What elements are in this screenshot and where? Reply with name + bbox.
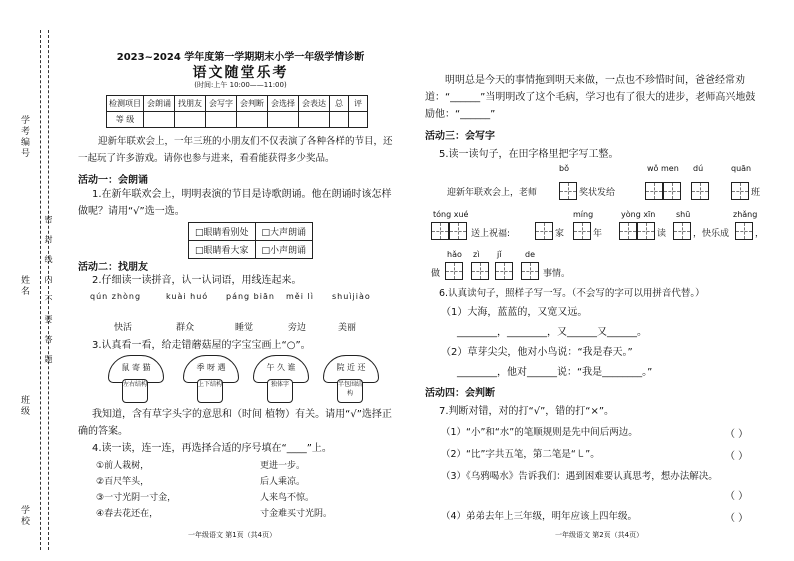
grid-box[interactable] — [573, 222, 591, 240]
binding-strip — [0, 0, 60, 561]
judge-2: （2）“比”字共五笔，第二笔是“㇄”。 — [441, 449, 600, 460]
py-du: dú — [693, 164, 704, 173]
poem-left-1: ①前人栽树， — [96, 461, 150, 471]
score-header: 会判断 — [237, 96, 268, 112]
pinyin-3: páng biān — [226, 292, 275, 301]
option-quiet[interactable]: □小声朗诵 — [255, 241, 313, 259]
option-look-away[interactable]: □眼睛看别处 — [189, 223, 256, 241]
judge-4-answer[interactable]: （ ） — [725, 513, 749, 524]
poem-right-3: 人来鸟不惊。 — [260, 493, 315, 503]
score-cell[interactable] — [237, 112, 268, 128]
footer-page-2: 一年级语文 第2页（共4页） — [555, 531, 644, 539]
mushroom-stem: 独体字 — [267, 379, 293, 403]
exam-subtitle: 语文随堂乐考 — [192, 65, 289, 81]
q5-line2-c: 年 — [593, 229, 603, 239]
pinyin-5: shuìjiào — [332, 292, 371, 301]
exam-no-label: 学考编号 — [19, 115, 29, 159]
judge-1-answer[interactable]: （ ） — [725, 429, 749, 440]
word-4: 旁边 — [288, 323, 307, 333]
grid-box[interactable] — [449, 222, 467, 240]
word-2: 群众 — [176, 323, 195, 333]
exam-title: 2023~2024 学年度第一学期期末小学一年级学情诊断 — [116, 52, 365, 63]
name-label: 姓名 — [19, 275, 29, 297]
grid-box[interactable] — [471, 262, 489, 280]
py-zhang: zhǎng — [733, 210, 758, 219]
poem-left-3: ③一寸光阴一寸金， — [96, 493, 177, 503]
poem-right-1: 更进一步。 — [260, 461, 306, 471]
py-ji: jǐ — [497, 250, 502, 259]
py-tongxue: tóng xué — [433, 210, 469, 219]
grid-box[interactable] — [431, 222, 449, 240]
word-3: 睡觉 — [235, 323, 254, 333]
q5-text: 5.读一读句子，在田字格里把字写工整。 — [439, 149, 619, 160]
mushroom-house-4[interactable] — [323, 355, 377, 403]
grid-box[interactable] — [521, 262, 539, 280]
py-zi: zì — [473, 250, 480, 259]
score-row-label: 等 级 — [107, 112, 144, 128]
score-cell[interactable] — [299, 112, 330, 128]
mushroom-cap: 季 呀 遇 — [183, 355, 239, 383]
intro-text: 迎新年联欢会上，一年三班的小朋友们不仅表演了各种各样的节目，还一起玩了许多游戏。请你也参与进来，看看能获得多少奖品。 — [78, 136, 393, 164]
q5-line1-c: 班 — [751, 188, 761, 198]
mushroom-stem: 上下结构 — [197, 379, 223, 403]
q5-line2-f: ， — [755, 229, 765, 239]
class-label: 班级 — [19, 395, 29, 417]
q5-line3-a: 做 — [431, 269, 441, 279]
mushroom-house-1[interactable] — [108, 355, 162, 403]
score-header: 会写字 — [206, 96, 237, 112]
py-women: wǒ men — [647, 164, 679, 173]
grid-box[interactable] — [445, 262, 463, 280]
grid-box[interactable] — [645, 182, 663, 200]
act2-title: 活动二：找朋友 — [78, 262, 148, 273]
footer-page-1: 一年级语文 第1页（共4页） — [188, 531, 277, 539]
judge-2-answer[interactable]: （ ） — [725, 451, 749, 462]
poem-right-4: 寸金难买寸光阴。 — [260, 509, 333, 519]
act4-title: 活动四：会判断 — [425, 388, 495, 399]
q6-2-text: （2）草芽尖尖，他对小鸟说：“我是春天。” — [441, 347, 633, 358]
seal-text: 密封线内不要答题 — [44, 215, 53, 375]
score-header: 会朗诵 — [144, 96, 175, 112]
q6-2-blank[interactable]: ________，他对______说：“我是________。” — [457, 367, 653, 378]
exam-time: (时间:上午 10:00——11:00) — [194, 81, 287, 89]
score-header: 找朋友 — [175, 96, 206, 112]
grid-box[interactable] — [663, 182, 681, 200]
grid-box[interactable] — [735, 222, 753, 240]
score-table — [106, 95, 368, 128]
q4-text: 4.读一读，连一连，再选择合适的序号填在“____”上。 — [92, 443, 332, 454]
left-column — [78, 0, 403, 561]
score-header: 会选择 — [268, 96, 299, 112]
q5-line2-d: 读 — [657, 229, 667, 239]
mushroom-cap: 午 久 谁 — [253, 355, 309, 383]
q5-line2-e: ，快乐成 — [693, 229, 730, 239]
mushroom-stem: 半包围结构 — [337, 379, 363, 403]
school-label: 学校 — [19, 505, 29, 527]
mushroom-cap: 院 近 还 — [323, 355, 379, 383]
grid-box[interactable] — [731, 182, 749, 200]
mushroom-house-2[interactable] — [183, 355, 237, 403]
q5-line1-b: 奖状发给 — [579, 188, 616, 198]
pinyin-2: kuài huó — [166, 292, 209, 301]
poem-right-2: 后人乘凉。 — [260, 477, 306, 487]
q6-1-text: （1）大海，蓝蓝的，又宽又远。 — [441, 307, 588, 318]
option-look-audience[interactable]: □眼睛看大家 — [189, 241, 256, 259]
q3b-text: 我知道，含有草字头字的意思和（时间 植物）有关。请用“√”选择正确的答案。 — [78, 409, 392, 437]
q6-text: 6.认真读句子，照样子写一写。（不会写的字可以用拼音代替。） — [439, 288, 705, 299]
grid-box[interactable] — [673, 222, 691, 240]
score-cell[interactable] — [349, 112, 368, 128]
py-bo: bǒ — [559, 164, 569, 173]
q5-line2-b: 家 — [555, 229, 565, 239]
grid-box[interactable] — [535, 222, 553, 240]
mushroom-cap: 鼠 寄 猫 — [108, 355, 164, 383]
score-cell[interactable] — [330, 112, 349, 128]
q5-line3-b: 事情。 — [543, 269, 571, 279]
py-de: de — [525, 250, 535, 259]
pinyin-4: měi lì — [286, 292, 314, 301]
py-yongxin: yòng xīn — [621, 210, 656, 219]
pinyin-1: qún zhòng — [90, 292, 142, 301]
poem-left-4: ④春去花还在， — [96, 509, 159, 519]
act3-title: 活动三：会写字 — [425, 131, 495, 142]
judge-1: （1）“小”和“水”的笔顺规则是先中间后两边。 — [441, 427, 638, 438]
q5-line2-a: 送上祝福: — [471, 229, 511, 239]
py-quan: quān — [731, 164, 752, 173]
word-5: 美丽 — [338, 323, 357, 333]
poem-left-2: ②百尺竿头， — [96, 477, 150, 487]
judge-3: （3）《乌鸦喝水》告诉我们：遇到困难要认真思考，想办法解决。 — [441, 471, 718, 482]
py-ming: míng — [573, 210, 594, 219]
q3-text: 3.认真看一看，给走错蘑菇屋的字宝宝画上“○”。 — [92, 340, 311, 351]
grid-box[interactable] — [495, 262, 513, 280]
option-loud[interactable]: □大声朗诵 — [255, 223, 313, 241]
grid-box[interactable] — [637, 222, 655, 240]
score-cell[interactable] — [144, 112, 175, 128]
q2-text: 2.仔细读一读拼音，认一认词语，用线连起来。 — [92, 275, 302, 286]
score-cell[interactable] — [268, 112, 299, 128]
judge-3-answer[interactable]: （ ） — [725, 491, 749, 502]
mushroom-house-3[interactable] — [253, 355, 307, 403]
py-shu: shū — [676, 210, 691, 219]
q1-options — [188, 222, 313, 259]
score-cell[interactable] — [175, 112, 206, 128]
q7-text: 7.判断对错，对的打“√”，错的打“×”。 — [439, 406, 615, 417]
score-header: 总 — [330, 96, 349, 112]
q5-line1-a: 迎新年联欢会上，老师 — [447, 188, 538, 198]
score-header: 检测项目 — [107, 96, 144, 112]
seal-line — [40, 30, 41, 550]
word-1: 快活 — [114, 323, 133, 333]
q1-text: 1.在新年联欢会上，明明表演的节目是诗歌朗诵。他在朗诵时该怎样做呢？请用“√”选一选。 — [78, 189, 392, 217]
score-header: 会表达 — [299, 96, 330, 112]
intro-paragraph: 明明总是今天的事情拖到明天来做，一点也不珍惜时间，爸爸经常劝道：“______”当明明改了这个毛病，学习也有了很大的进步，老师高兴地鼓励他：“______” — [425, 75, 756, 120]
mushroom-stem: 左右结构 — [122, 379, 148, 403]
score-cell[interactable] — [206, 112, 237, 128]
grid-box[interactable] — [619, 222, 637, 240]
score-header: 评 — [349, 96, 368, 112]
right-column — [425, 0, 775, 561]
judge-4: （4）弟弟去年上三年级，明年应该上四年级。 — [441, 511, 638, 522]
grid-box[interactable] — [559, 182, 577, 200]
py-hao: hǎo — [447, 250, 462, 259]
q6-1-blank[interactable]: ________，________，又______又______。 — [457, 327, 647, 338]
grid-box[interactable] — [691, 182, 709, 200]
act1-title: 活动一：会朗诵 — [78, 175, 148, 186]
